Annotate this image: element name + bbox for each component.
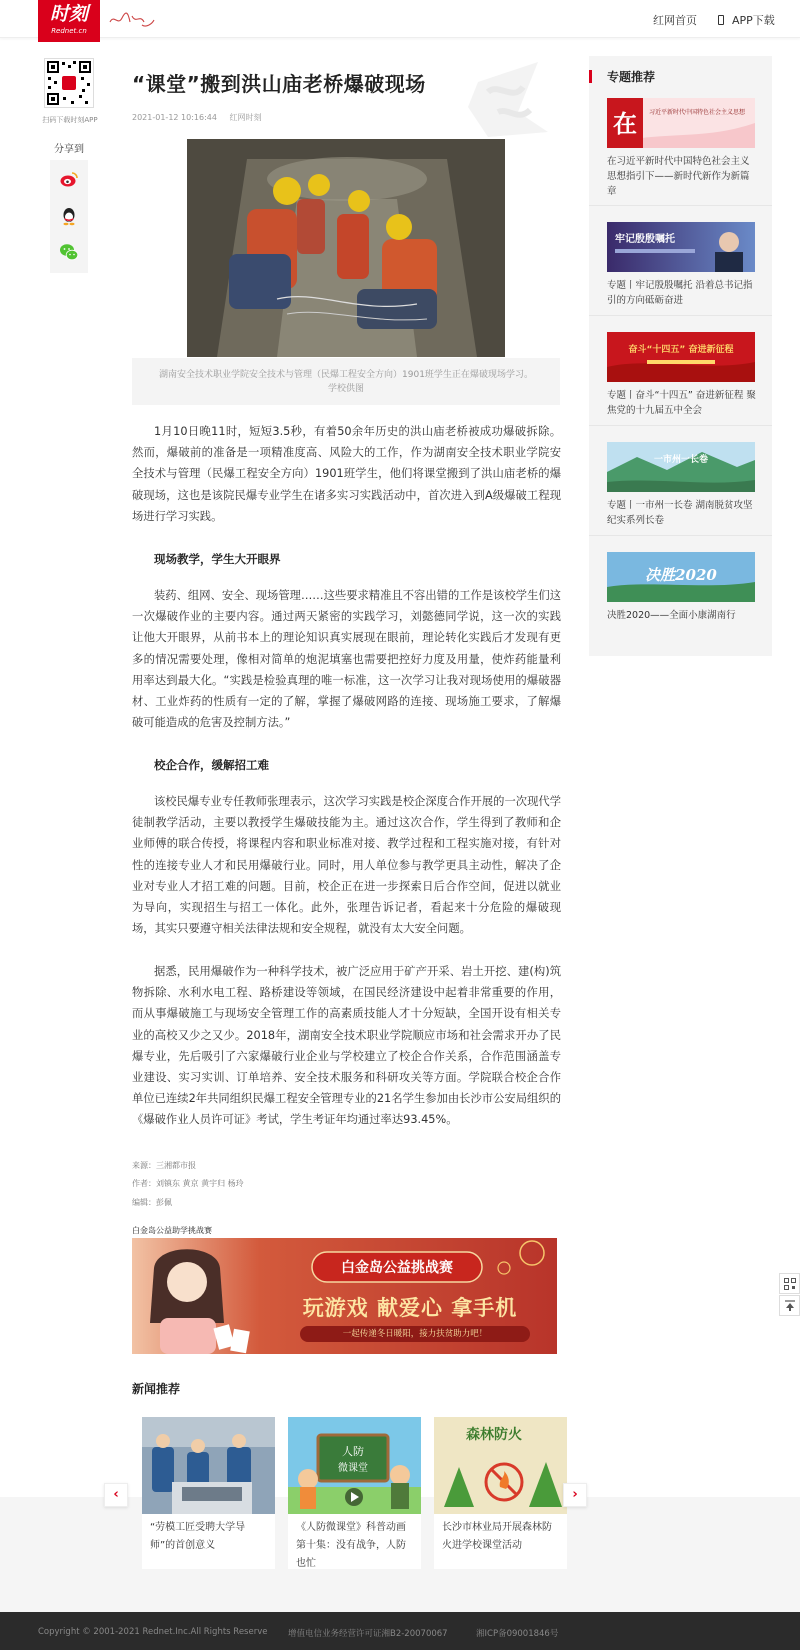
article-paragraph: 据悉，民用爆破作为一种科学技术，被广泛应用于矿产开采、岩土开挖、建(构)筑物拆除、水利水电工程、路桥建设等领域，在国民经济建设中起着非常重要的作用，而从事爆破施工与现场安全管理工作的高素质技能人才十分短缺，全国开设有相关专业的高校又少之又少。2018年，湖南安全技术职业学院顺应市场和社会需求开办了民爆专业，先后吸引了六家爆破行业企业与学校建立了校企合作关系，合作范围涵盖专业建设、实习实训、订单培养、安全技术服务和科研攻关等方面。学院联合校企合作单位已连续2年共同组织民爆工程安全管理专业的21名学生参加由长沙市公安局组织的《爆破作业人员许可证》考试，学生考证年均通过率达93.45%。 xyxy=(132,965,561,1127)
back-to-top-icon xyxy=(784,1300,796,1312)
article-meta xyxy=(132,112,272,123)
sidebar-topic-text: 专题丨奋斗“十四五” 奋进新征程 聚焦党的十九届五中全会 xyxy=(607,390,756,416)
sidebar-topic-item[interactable] xyxy=(589,96,772,206)
nav-home-link[interactable]: 红网首页 xyxy=(653,14,697,27)
photo-caption-line1: 湖南安全技术职业学院安全技术与管理（民爆工程安全方向）1901班学生正在爆破现场学习。 xyxy=(159,370,533,380)
credit-source: 来源：三湘都市报 xyxy=(132,1161,196,1170)
sidebar-accent-bar xyxy=(589,70,592,83)
rec-card-text: 长沙市林业局开展森林防火进学校课堂活动 xyxy=(442,1522,552,1551)
article-subhead: 现场教学，学生大开眼界 xyxy=(154,552,281,566)
photo-caption-line2: 学校供图 xyxy=(327,384,364,394)
nav-app-download[interactable] xyxy=(718,12,775,28)
svg-text:在: 在 xyxy=(613,109,637,138)
rec-card[interactable] xyxy=(434,1417,567,1569)
signature-logo-icon xyxy=(106,8,156,30)
sidebar-topic-item[interactable] xyxy=(589,316,772,426)
sidebar-topic-image xyxy=(607,98,755,148)
rec-card-image xyxy=(288,1417,421,1514)
credit-editor: 编辑：彭佩 xyxy=(132,1198,172,1207)
svg-text:习近平新时代中国特色社会主义思想: 习近平新时代中国特色社会主义思想 xyxy=(649,109,746,116)
article-date: 2021-01-12 10:16:44 xyxy=(132,113,217,122)
article-photo xyxy=(187,139,505,357)
ad-banner[interactable] xyxy=(132,1238,557,1354)
phone-icon xyxy=(718,15,724,25)
svg-text:微课堂: 微课堂 xyxy=(338,1463,368,1474)
rec-card[interactable] xyxy=(142,1417,275,1569)
logo-sub-text: Rednet.cn xyxy=(51,27,87,35)
sidebar-topic-image xyxy=(607,442,755,492)
qr-float-icon xyxy=(784,1278,796,1290)
sidebar-topic-image xyxy=(607,332,755,382)
ad-banner-title: 白金岛公益挑战赛 xyxy=(341,1260,453,1276)
svg-text:森林防火: 森林防火 xyxy=(466,1427,522,1443)
sidebar-topic-item[interactable] xyxy=(589,206,772,316)
footer-license[interactable]: 增值电信业务经营许可证湘B2-20070067 xyxy=(288,1629,448,1639)
float-qr-button[interactable] xyxy=(779,1273,800,1294)
article-paragraph: 装药、组网、安全、现场管理……这些要求精准且不容出错的工作是该校学生们这一次爆破作业的主要内容。通过两天紧密的实践学习，刘懿德同学说，这一次的实践让他大开眼界，从前书本上的理论知识真实展现在眼前，理论转化实践后才发现有更多的情况需要处理，像相对简单的炮泥填塞也需要把控好力度及用量，使炸药能量利用率达到最大化。“实践是检验真理的唯一标准，这一次学习让我对现场使用的爆破器材、工业炸药的性质有一定的了解，掌握了爆破网路的连接、现场施工要求，了解爆破可能造成的危害及控制方法。” xyxy=(132,589,561,730)
article-subhead: 校企合作，缓解招工难 xyxy=(154,758,269,772)
site-logo[interactable] xyxy=(38,0,100,42)
page-footer xyxy=(0,1612,800,1650)
article-title: “课堂”搬到洪山庙老桥爆破现场 xyxy=(132,72,426,96)
svg-text:决胜2020: 决胜2020 xyxy=(645,566,717,584)
credit-author: 作者：刘镇东 黄京 黄宇归 杨玲 xyxy=(132,1179,244,1188)
app-qr-code xyxy=(44,58,94,108)
top-header xyxy=(0,0,800,38)
article-paragraph: 该校民爆专业专任教师张理表示，这次学习实践是校企深度合作开展的一次现代学徒制教学活动，主要以教授学生爆破技能为主。通过这次合作，学生得到了教师和企业师傅的联合传授，将课程内容和职业标准对接、教学过程和工程实施对接，有针对性的连接专业人才和民用爆破行业。同时，用人单位参与教学更具主动性，解决了企业对专业人才招工难的问题。目前，校企正在进一步探索日后合作空间，促进以就业为导向，实现招生与招工一体化。此外，张理告诉记者，看起来十分危险的爆破现场，其实只要遵守相关法律法规和安全规程，就没有太大安全问题。 xyxy=(132,795,561,936)
footer-icp[interactable]: 湘ICP备09001846号 xyxy=(476,1629,559,1639)
qq-icon[interactable] xyxy=(59,206,79,226)
rec-card-text: 《人防微课堂》科普动画第十集：没有战争，人防也忙 xyxy=(296,1522,406,1569)
weibo-icon[interactable] xyxy=(59,169,79,189)
share-label: 分享到 xyxy=(54,144,84,155)
sidebar-topic-text: 专题丨一市州一长卷 湖南脱贫攻坚纪实系列长卷 xyxy=(607,500,753,526)
photo-caption xyxy=(132,358,560,405)
rec-card[interactable] xyxy=(288,1417,421,1569)
sidebar-title: 专题推荐 xyxy=(607,70,656,84)
float-top-button[interactable] xyxy=(779,1295,800,1316)
sidebar-topic-text: 专题丨牢记殷殷嘱托 沿着总书记指引的方向砥砺奋进 xyxy=(607,280,753,306)
qr-code-icon xyxy=(45,59,93,107)
sidebar-topic-image xyxy=(607,552,755,602)
sidebar-topic-image xyxy=(607,222,755,272)
nav-app-label: APP下载 xyxy=(732,14,775,27)
svg-text:人防: 人防 xyxy=(342,1445,364,1458)
share-panel xyxy=(50,160,88,273)
ad-label: 白金岛公益助学挑战赛 xyxy=(132,1226,212,1235)
svg-text:一市州一长卷: 一市州一长卷 xyxy=(653,455,709,465)
rec-next-button[interactable]: › xyxy=(563,1483,587,1507)
sidebar-topic-text: 在习近平新时代中国特色社会主义思想指引下——新时代新作为新篇章 xyxy=(607,156,750,197)
topic-sidebar xyxy=(589,56,772,656)
wechat-icon[interactable] xyxy=(59,242,79,262)
sidebar-topic-item[interactable] xyxy=(589,536,772,646)
rec-prev-button[interactable]: ‹ xyxy=(104,1483,128,1507)
logo-main-text: 时刻 xyxy=(49,3,88,25)
photo-illustration xyxy=(187,139,505,357)
rec-card-image xyxy=(142,1417,275,1514)
article-paragraph: 1月10日晚11时，短短3.5秒，有着50余年历史的洪山庙老桥被成功爆破拆除。然而，爆破前的准备是一项精准度高、风险大的工作，作为湖南安全技术职业学院安全技术与管理（民爆工程安全方向）1901班学生，他们将课堂搬到了洪山庙老桥的爆破现场，这也是该院民爆专业学生在诸多实习实践活动中，首次进入到A级爆破工程现场进行学习实践。 xyxy=(132,425,561,523)
watermark-logo-icon xyxy=(458,52,558,144)
sidebar-topic-text: 决胜2020——全面小康湖南行 xyxy=(607,610,736,621)
svg-text:牢记殷殷嘱托: 牢记殷殷嘱托 xyxy=(615,234,675,245)
sidebar-topic-item[interactable] xyxy=(589,426,772,536)
ad-banner-sub: 一起传递冬日暖阳，接力扶贫助力吧！ xyxy=(300,1326,530,1342)
news-rec-title: 新闻推荐 xyxy=(132,1382,181,1396)
footer-copyright: Copyright © 2001-2021 Rednet.Inc.All Rights Reserve xyxy=(38,1627,268,1637)
svg-text:奋斗“十四五” 奋进新征程: 奋斗“十四五” 奋进新征程 xyxy=(628,345,734,355)
qr-caption: 扫码下载时刻APP xyxy=(42,116,98,124)
ad-banner-slogan: 玩游戏 献爱心 拿手机 xyxy=(302,1296,518,1320)
rec-card-image xyxy=(434,1417,567,1514)
rec-card-text: “劳模工匠受聘大学导师”的首创意义 xyxy=(150,1522,246,1551)
article-source-tag: 红网时刻 xyxy=(229,113,262,122)
